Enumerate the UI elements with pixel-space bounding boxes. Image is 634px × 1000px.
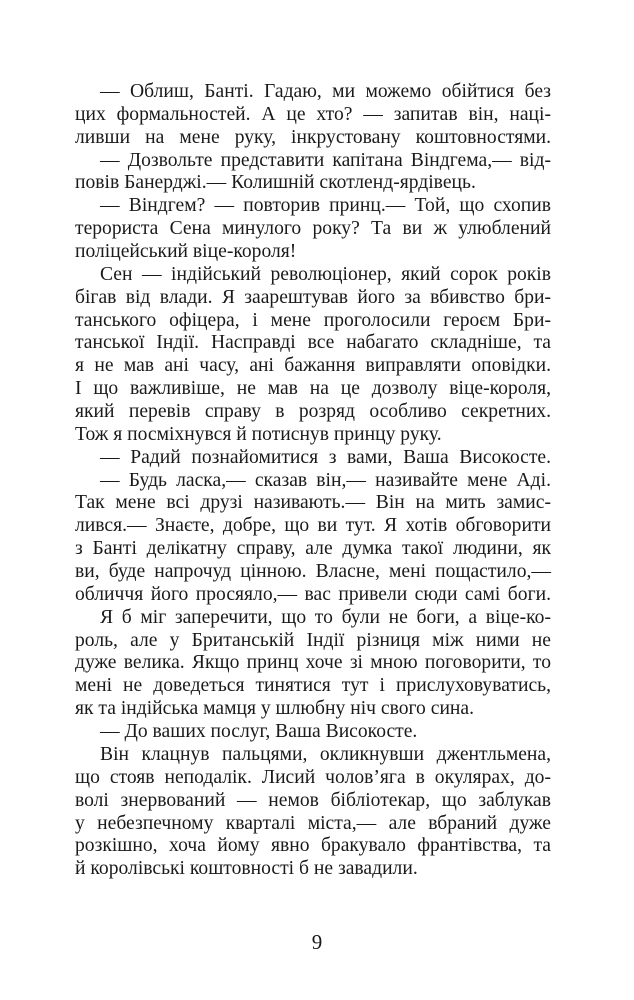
text-line: я не мав ані часу, ані бажання виправляти оповідки. xyxy=(75,355,551,377)
text-line: Так мене всі друзі називають.— Він на мить замис- xyxy=(75,492,551,514)
text-line: Тож я посміхнувся й потиснув принцу руку. xyxy=(75,423,442,445)
paragraph xyxy=(75,195,551,264)
paragraph xyxy=(75,470,551,607)
text-line: бігав від влади. Я заарештував його за вбивство бри- xyxy=(75,286,551,308)
text-line: роль, але у Британській Індії різниця між ними не xyxy=(75,629,551,651)
text-line: — До ваших послуг, Ваша Високосте. xyxy=(100,721,418,743)
text-line: терориста Сена минулого року? Та ви ж улюблений xyxy=(75,218,551,240)
body-text xyxy=(75,81,551,881)
paragraph xyxy=(75,81,551,150)
text-line: танської Індії. Насправді все набагато складніше, та xyxy=(75,332,551,354)
text-line: Я б міг заперечити, що то були не боги, а віце-ко- xyxy=(100,606,551,628)
text-line: у небезпечному кварталі міста,— але вбраний дуже xyxy=(75,812,551,834)
text-line: І що важливіше, не мав на це дозволу віце-короля, xyxy=(75,378,551,400)
text-line: повів Банерджі.— Колишній скотленд-ярдівець. xyxy=(75,172,476,194)
text-line: — Будь ласка,— сказав він,— називайте мене Аді. xyxy=(100,469,551,491)
text-line: й королівські коштовності б не завадили. xyxy=(75,858,418,880)
paragraph xyxy=(75,721,551,744)
text-line: танського офіцера, і мене проголосили героєм Бри- xyxy=(75,309,551,331)
paragraph xyxy=(75,447,551,470)
text-line: — Віндгем? — повторив принц.— Той, що схопив xyxy=(100,195,551,217)
text-line: — Радий познайомитися з вами, Ваша Високосте. xyxy=(100,446,551,468)
page-number: 9 xyxy=(311,930,323,954)
text-line: поліцейський віце-короля! xyxy=(75,241,297,263)
text-line: дуже велика. Якщо принц хоче зі мною поговорити, то xyxy=(75,652,551,674)
paragraph xyxy=(75,150,551,196)
text-line: Сен — індійський революціонер, який сорок років xyxy=(100,263,551,285)
text-line: — Дозвольте представити капітана Віндгема,— від- xyxy=(100,149,551,171)
text-line: ливши на мене руку, інкрустовану коштовностями. xyxy=(75,126,551,148)
text-line: ви, буде напрочуд цінною. Власне, мені пощастило,— xyxy=(75,561,551,583)
text-line: мені не доведеться тинятися тут і прислуховуватись, xyxy=(75,675,551,697)
text-line: який перевів справу в розряд особливо секретних. xyxy=(75,401,551,423)
paragraph xyxy=(75,744,551,881)
text-line: цих формальностей. А це хто? — запитав він, наці- xyxy=(75,103,551,125)
paragraph xyxy=(75,264,551,447)
paragraph xyxy=(75,607,551,721)
text-line: як та індійська мамця у шлюбну ніч свого сина. xyxy=(75,698,475,720)
text-line: волі знервований — немов бібліотекар, що заблукав xyxy=(75,789,551,811)
text-line: з Банті делікатну справу, але думка такої людини, як xyxy=(75,538,551,560)
text-line: — Облиш, Банті. Гадаю, ми можемо обійтися без xyxy=(100,81,551,102)
text-line: Він клацнув пальцями, окликнувши джентльмена, xyxy=(100,743,551,765)
text-line: лився.— Знаєте, добре, що ви тут. Я хотів обговорити xyxy=(75,515,551,537)
text-line: що стояв неподалік. Лисий чолов’яга в окулярах, до- xyxy=(75,766,551,788)
text-line: розкішно, хоча йому явно бракувало франтівства, та xyxy=(75,835,551,857)
text-line: обличчя його просяяло,— вас привели сюди самі боги. xyxy=(75,583,551,605)
